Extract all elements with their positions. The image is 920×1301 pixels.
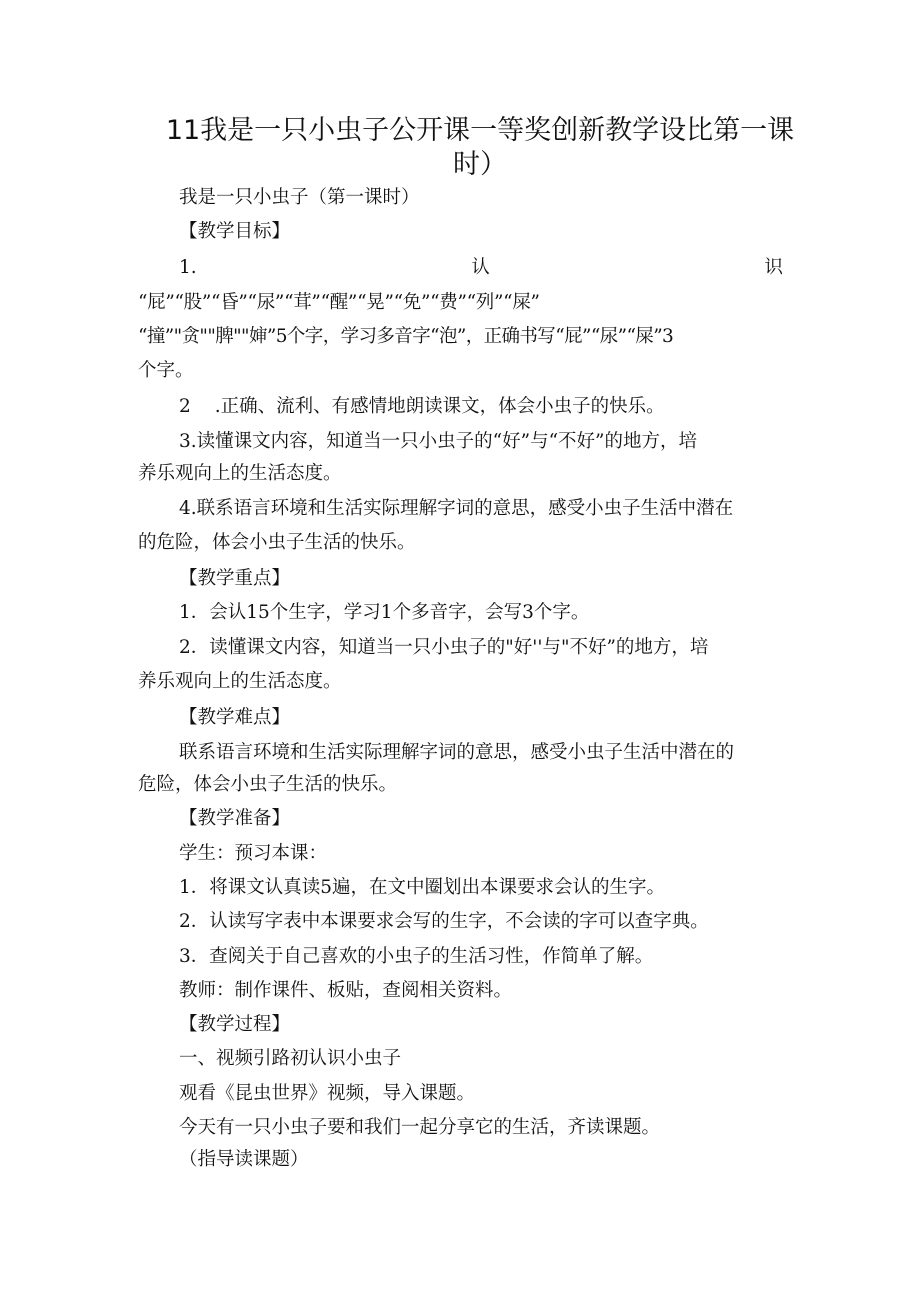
objective-1-word-ren: 认: [471, 257, 490, 278]
process-step-1-a: 观看《昆虫世界》视频，导入课题。: [179, 1083, 476, 1104]
heading-key-points: 【教学重点】: [179, 568, 291, 589]
lesson-subtitle: 我是一只小虫子（第一课时）: [179, 187, 420, 208]
objective-2-text: .正确、流利、有感情地朗读课文，体会小虫子的快乐。: [214, 396, 665, 417]
objective-1-line2: “屁”“股”“昏”“尿”“茸”“醒”“晃”“免”“费”“列”“屎”: [138, 292, 540, 313]
objective-1-line1: [179, 255, 783, 281]
key-point-1: 1．会认15个生字，学习1个多音字，会写3个字。: [179, 602, 590, 623]
process-step-1-b: 今天有一只小虫子要和我们一起分享它的生活，齐读课题。: [179, 1117, 661, 1138]
process-step-1-c: （指导读课题）: [179, 1149, 309, 1170]
objective-3-line1: 3.读懂课文内容，知道当一只小虫子的“好”与“不好”的地方，培: [179, 431, 697, 452]
objective-4-line2: 的危险，体会小虫子生活的快乐。: [138, 532, 416, 553]
objective-3-line2: 养乐观向上的生活态度。: [138, 463, 342, 484]
difficult-point-line1: 联系语言环境和生活实际理解字词的意思，感受小虫子生活中潜在的: [179, 742, 735, 763]
objective-1-word-shi: 识: [764, 257, 783, 278]
objective-2: [179, 394, 824, 420]
heading-difficult-points: 【教学难点】: [179, 707, 291, 728]
preparation-3: 3．查阅关于自己喜欢的小虫子的生活习性，作简单了解。: [179, 946, 654, 967]
key-point-2-line1: 2．读懂课文内容，知道当一只小虫子的"好''与"不好”的地方，培: [179, 637, 709, 658]
document-title-line2: 时）: [453, 149, 507, 180]
preparation-2: 2．认读写字表中本课要求会写的生字，不会读的字可以查字典。: [179, 911, 709, 932]
objective-1-number: 1.: [179, 257, 197, 278]
key-point-2-line2: 养乐观向上的生活态度。: [138, 671, 342, 692]
objective-4-line1: 4.联系语言环境和生活实际理解字词的意思，感受小虫子生活中潜在: [179, 498, 734, 519]
objective-1-line4: 个字。: [138, 360, 194, 381]
difficult-point-line2: 危险，体会小虫子生活的快乐。: [138, 774, 398, 795]
objective-1-line3: “撞”"贪""脾""婶”5个字，学习多音字“泡”，正确书写“屁”“尿”“屎”3: [138, 326, 674, 347]
heading-objectives: 【教学目标】: [179, 221, 291, 242]
student-preparation: 学生：预习本课：: [179, 843, 328, 864]
heading-preparation: 【教学准备】: [179, 808, 291, 829]
heading-process: 【教学过程】: [179, 1014, 291, 1035]
objective-2-number: 2: [179, 396, 191, 417]
process-step-1: 一、视频引路初认识小虫子: [179, 1048, 402, 1069]
teacher-preparation: 教师：制作课件、板贴，查阅相关资料。: [179, 980, 513, 1001]
document-title-line1: 11我是一只小虫子公开课一等奖创新教学设比第一课: [165, 115, 795, 146]
preparation-1: 1．将课文认真读5遍，在文中圈划出本课要求会认的生字。: [179, 877, 666, 898]
